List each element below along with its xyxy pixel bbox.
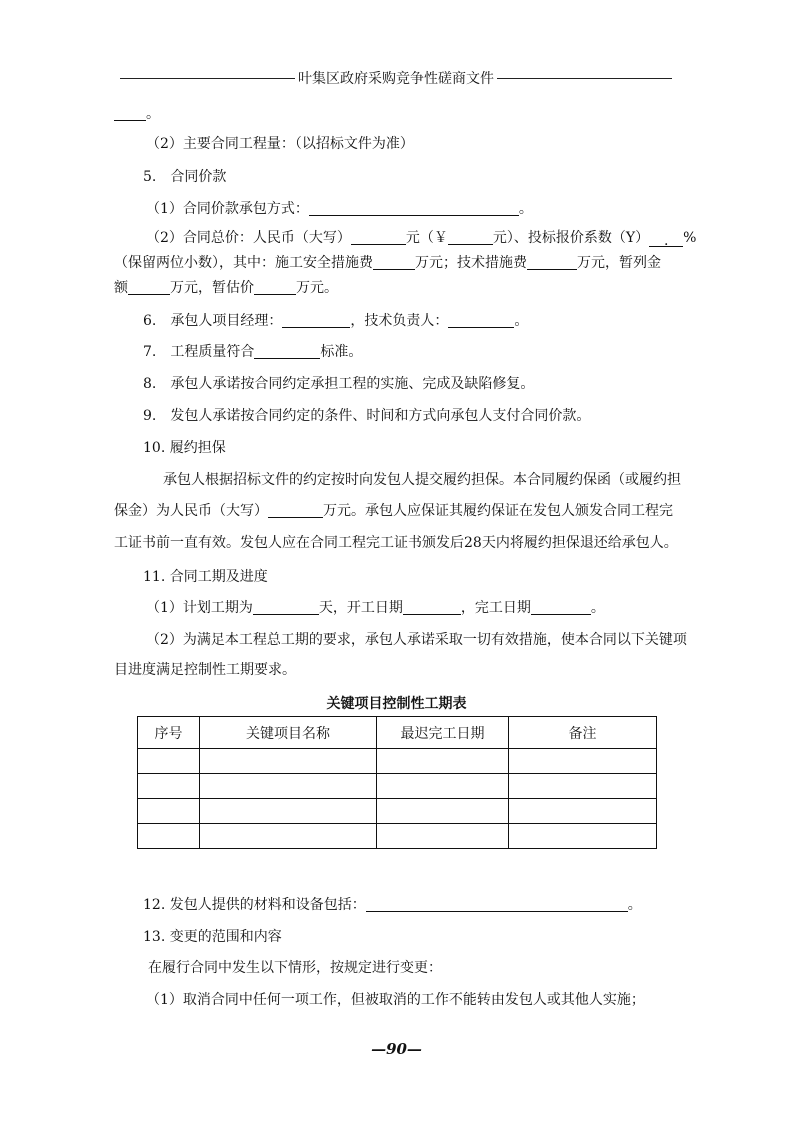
text: 万元，暂列金 (577, 255, 661, 271)
text: 天，开工日期 (318, 600, 403, 616)
header-rule-left (120, 78, 295, 79)
text: 元（￥ (405, 230, 448, 246)
text: 。 (514, 313, 529, 329)
clause-6 (143, 310, 528, 332)
blank-performance-bond (268, 501, 323, 518)
table-row (138, 749, 657, 774)
table-cell (509, 799, 657, 824)
text: （1）计划工期为 (146, 600, 253, 616)
text: 标准。 (320, 344, 363, 360)
blank-planned-days (253, 598, 319, 615)
blank-completion-date (531, 598, 591, 615)
header-item-name: 关键项目名称 (200, 717, 377, 749)
text: 6. 承包人项目经理： (143, 313, 283, 329)
text: 。 (627, 897, 642, 913)
blank-quality-standard (254, 342, 320, 359)
header-title: 叶集区政府采购竞争性磋商文件 (298, 71, 494, 87)
blank-technical-lead (448, 311, 514, 328)
table-row (138, 799, 657, 824)
table-row (138, 774, 657, 799)
table-cell (377, 774, 509, 799)
blank-safety-fee (373, 253, 415, 270)
table-cell (377, 749, 509, 774)
document-header (120, 68, 672, 88)
clause-7 (143, 341, 362, 363)
clause-8: 8. 承包人承诺按合同约定承担工程的实施、完成及缺陷修复。 (143, 376, 535, 392)
blank-contract-method (309, 199, 519, 216)
text: （1）合同价款承包方式： (146, 201, 309, 217)
table-cell (377, 799, 509, 824)
clause-4-2: （2）主要合同工程量：（以招标文件为准） (146, 136, 414, 152)
blank-price-coefficient (649, 230, 683, 247)
text: ，技术负责人： (350, 313, 449, 329)
text: 额 (114, 280, 128, 296)
blank-provisional-sum (128, 278, 170, 295)
clause-5-2-cont-2 (114, 277, 338, 299)
clause-11-2-line-1: （2）为满足本工程总工期的要求，承包人承诺采取一切有效措施，使本合同以下关键项 (146, 632, 687, 648)
milestone-table (137, 716, 657, 849)
table-title: 关键项目控制性工期表 (326, 696, 467, 712)
blank-technical-fee (527, 253, 577, 270)
text: 7. 工程质量符合 (143, 344, 255, 360)
text: % (683, 230, 697, 246)
continued-line (114, 103, 160, 125)
clause-5-2-cont-1 (114, 252, 661, 274)
text: 万元。承包人应保证其履约保证在发包人颁发合同工程完 (323, 503, 673, 519)
text: 。 (518, 201, 533, 217)
header-rule-right (497, 78, 672, 79)
header-seq: 序号 (138, 717, 200, 749)
blank-total-figure (448, 228, 493, 245)
table-cell (138, 749, 200, 774)
header-deadline: 最迟完工日期 (377, 717, 509, 749)
blank (114, 104, 146, 121)
text: （保留两位小数），其中：施工安全措施费 (114, 255, 373, 271)
clause-11-2-line-2: 目进度满足控制性工期要求。 (114, 662, 296, 678)
text: 12. 发包人提供的材料和设备包括： (143, 897, 366, 913)
table-cell (200, 799, 377, 824)
table-cell (509, 749, 657, 774)
clause-10-line-2 (114, 500, 673, 522)
decimal-point: . (663, 233, 669, 249)
clause-5-heading: 5. 合同价款 (143, 169, 227, 185)
clause-9: 9. 发包人承诺按合同约定的条件、时间和方式向承包人支付合同价款。 (143, 408, 591, 424)
clause-10-line-1: 承包人根据招标文件的约定按时向发包人提交履约担保。本合同履约保函（或履约担 (163, 472, 681, 488)
text: 保金）为人民币（大写） (114, 503, 268, 519)
clause-10-line-3: 工证书前一直有效。发包人应在合同工程完工证书颁发后28天内将履约担保退还给承包人。 (114, 535, 678, 551)
blank-materials-equipment (366, 895, 628, 912)
header-remarks: 备注 (509, 717, 657, 749)
clause-13-1: （1）取消合同中任何一项工作，但被取消的工作不能转由发包人或其他人实施； (146, 992, 645, 1008)
table-header-row (138, 717, 657, 749)
clause-5-1 (146, 198, 533, 220)
clause-12 (143, 894, 642, 916)
clause-5-2 (146, 227, 696, 249)
page-number: —90— (371, 1040, 422, 1058)
blank-total-words (351, 228, 406, 245)
blank-project-manager (282, 311, 350, 328)
blank-estimated-price (254, 278, 296, 295)
table-cell (138, 824, 200, 849)
clause-13-intro: 在履行合同中发生以下情形，按规定进行变更： (148, 960, 442, 976)
clause-11-1 (146, 597, 605, 619)
text: 。 (146, 106, 160, 122)
clause-10-heading: 10. 履约担保 (143, 440, 226, 456)
text: 万元；技术措施费 (415, 255, 527, 271)
text: 万元，暂估价 (170, 280, 254, 296)
text: （2）合同总价：人民币（大写） (146, 230, 351, 246)
table-cell (138, 774, 200, 799)
table-cell (377, 824, 509, 849)
table-cell (509, 774, 657, 799)
text: 万元。 (296, 280, 338, 296)
table-cell (200, 774, 377, 799)
clause-11-heading: 11. 合同工期及进度 (143, 569, 268, 585)
table-cell (138, 799, 200, 824)
table-row (138, 824, 657, 849)
clause-13-heading: 13. 变更的范围和内容 (143, 929, 282, 945)
text: ，完工日期 (460, 600, 531, 616)
table-cell (200, 749, 377, 774)
text: 元）、投标报价系数（Y） (492, 230, 650, 246)
blank-start-date (403, 598, 461, 615)
text: 。 (590, 600, 605, 616)
table-cell (200, 824, 377, 849)
table-cell (509, 824, 657, 849)
